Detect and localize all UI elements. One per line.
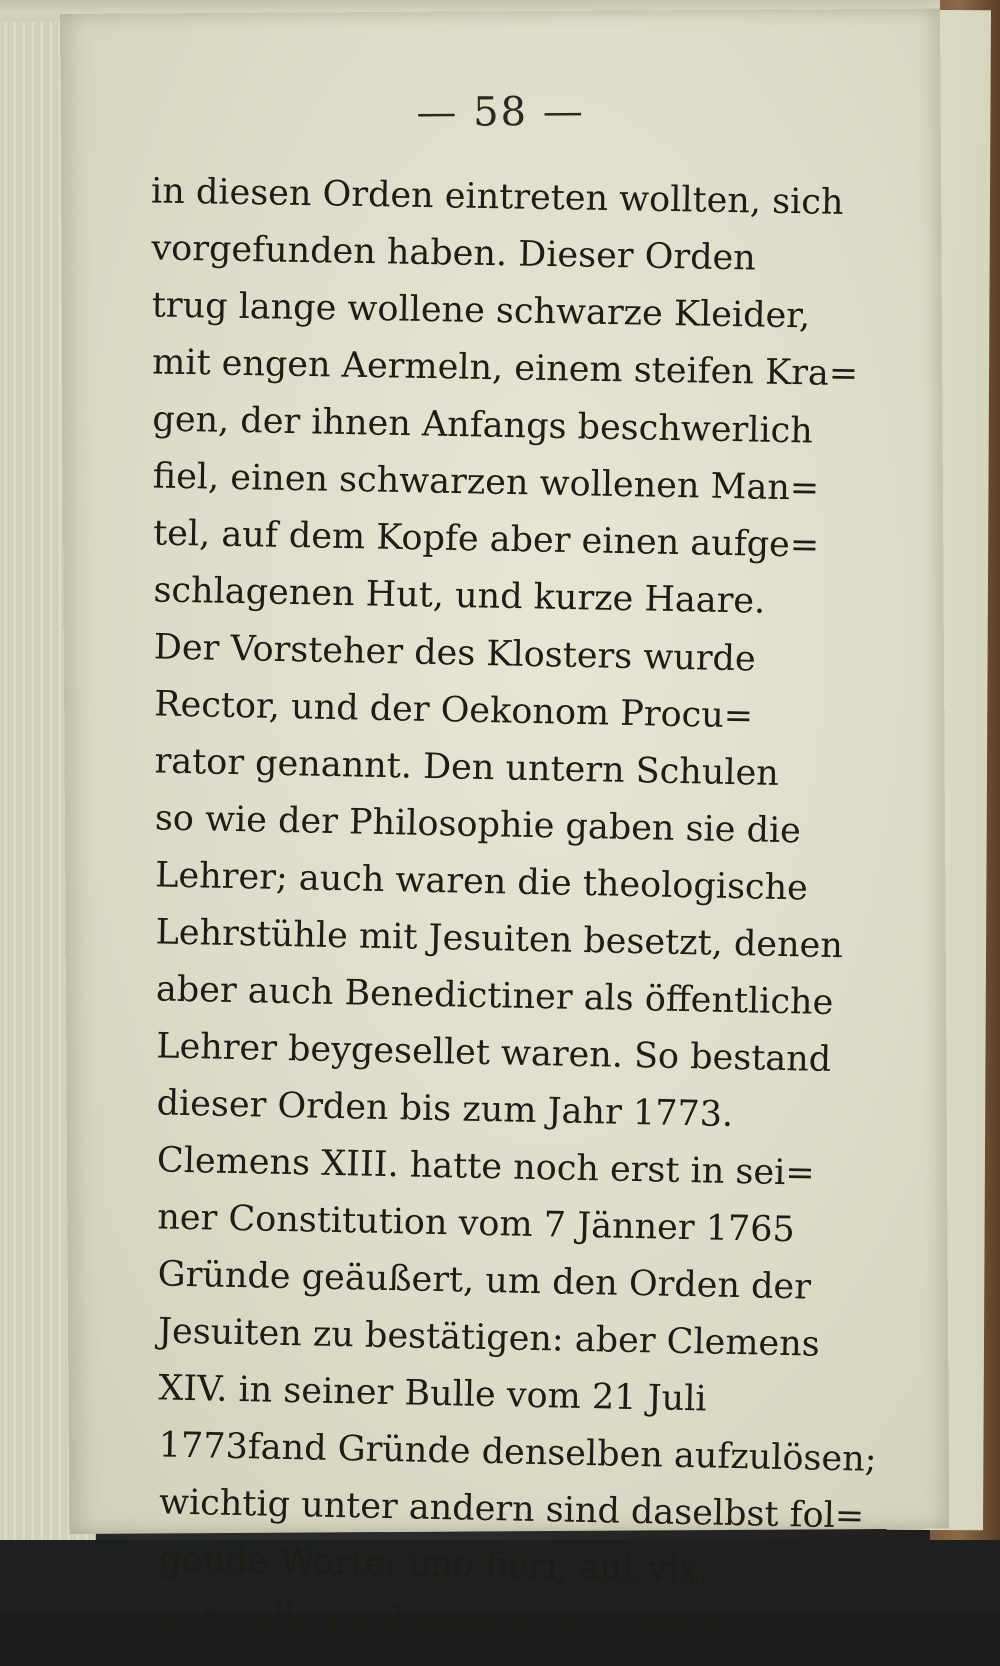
- text-line: mit engen Aermeln, einem steifen Kra=: [151, 342, 859, 395]
- text-line: Clemens XIII. hatte noch erst in sei=: [156, 1140, 816, 1194]
- text-line: gende Worte: imo fieri, aut vix,: [159, 1539, 710, 1591]
- text-line: fiel, einen schwarzen wollenen Man=: [152, 456, 820, 509]
- text-line: Gründe geäußert, um den Orden der: [157, 1254, 812, 1308]
- text-line: Rector, und der Oekonom Procu=: [153, 684, 754, 737]
- text-line: Lehrer beygesellet waren. So bestand: [155, 1026, 832, 1080]
- text-line: vorgefunden haben. Dieser Orden: [151, 228, 757, 279]
- text-line: ner Constitution vom 7 Jänner 1765: [156, 1197, 796, 1251]
- text-line: schlagenen Hut, und kurze Haare.: [153, 570, 766, 622]
- text-line: aut nullo modo posse ut ea (Die: [159, 1596, 723, 1648]
- text-line: aber auch Benedictiner als öffentliche: [155, 969, 834, 1024]
- text-line: Lehrstühle mit Jesuiten besetzt, denen: [155, 912, 844, 967]
- text-line: 1773fand Gründe denselben aufzulösen;: [158, 1425, 877, 1480]
- book-page: [60, 9, 949, 1648]
- text-line: Der Vorsteher des Klosters wurde: [153, 627, 757, 680]
- text-line: trug lange wollene schwarze Kleider,: [151, 285, 811, 337]
- text-line: dieser Orden bis zum Jahr 1773.: [156, 1083, 734, 1135]
- text-line: wichtig unter andern sind daselbst fol=: [158, 1482, 865, 1537]
- text-line: XIV. in seiner Bulle vom 21 Juli: [158, 1368, 707, 1420]
- text-line: tel, auf dem Kopfe aber einen aufge=: [152, 513, 820, 566]
- page-text: [151, 159, 920, 1646]
- page-number: — 58 —: [416, 88, 585, 136]
- text-line: gen, der ihnen Anfangs beschwerlich: [152, 399, 814, 452]
- text-line: so wie der Philosophie gaben sie die: [154, 798, 802, 852]
- text-line: in diesen Orden eintreten wollten, sich: [150, 171, 844, 223]
- text-line: Lehrer; auch waren die theologische: [154, 855, 809, 909]
- text-line: Jesuiten zu bestätigen: aber Clemens: [157, 1311, 821, 1365]
- text-line: rator genannt. Den untern Schulen: [154, 741, 780, 794]
